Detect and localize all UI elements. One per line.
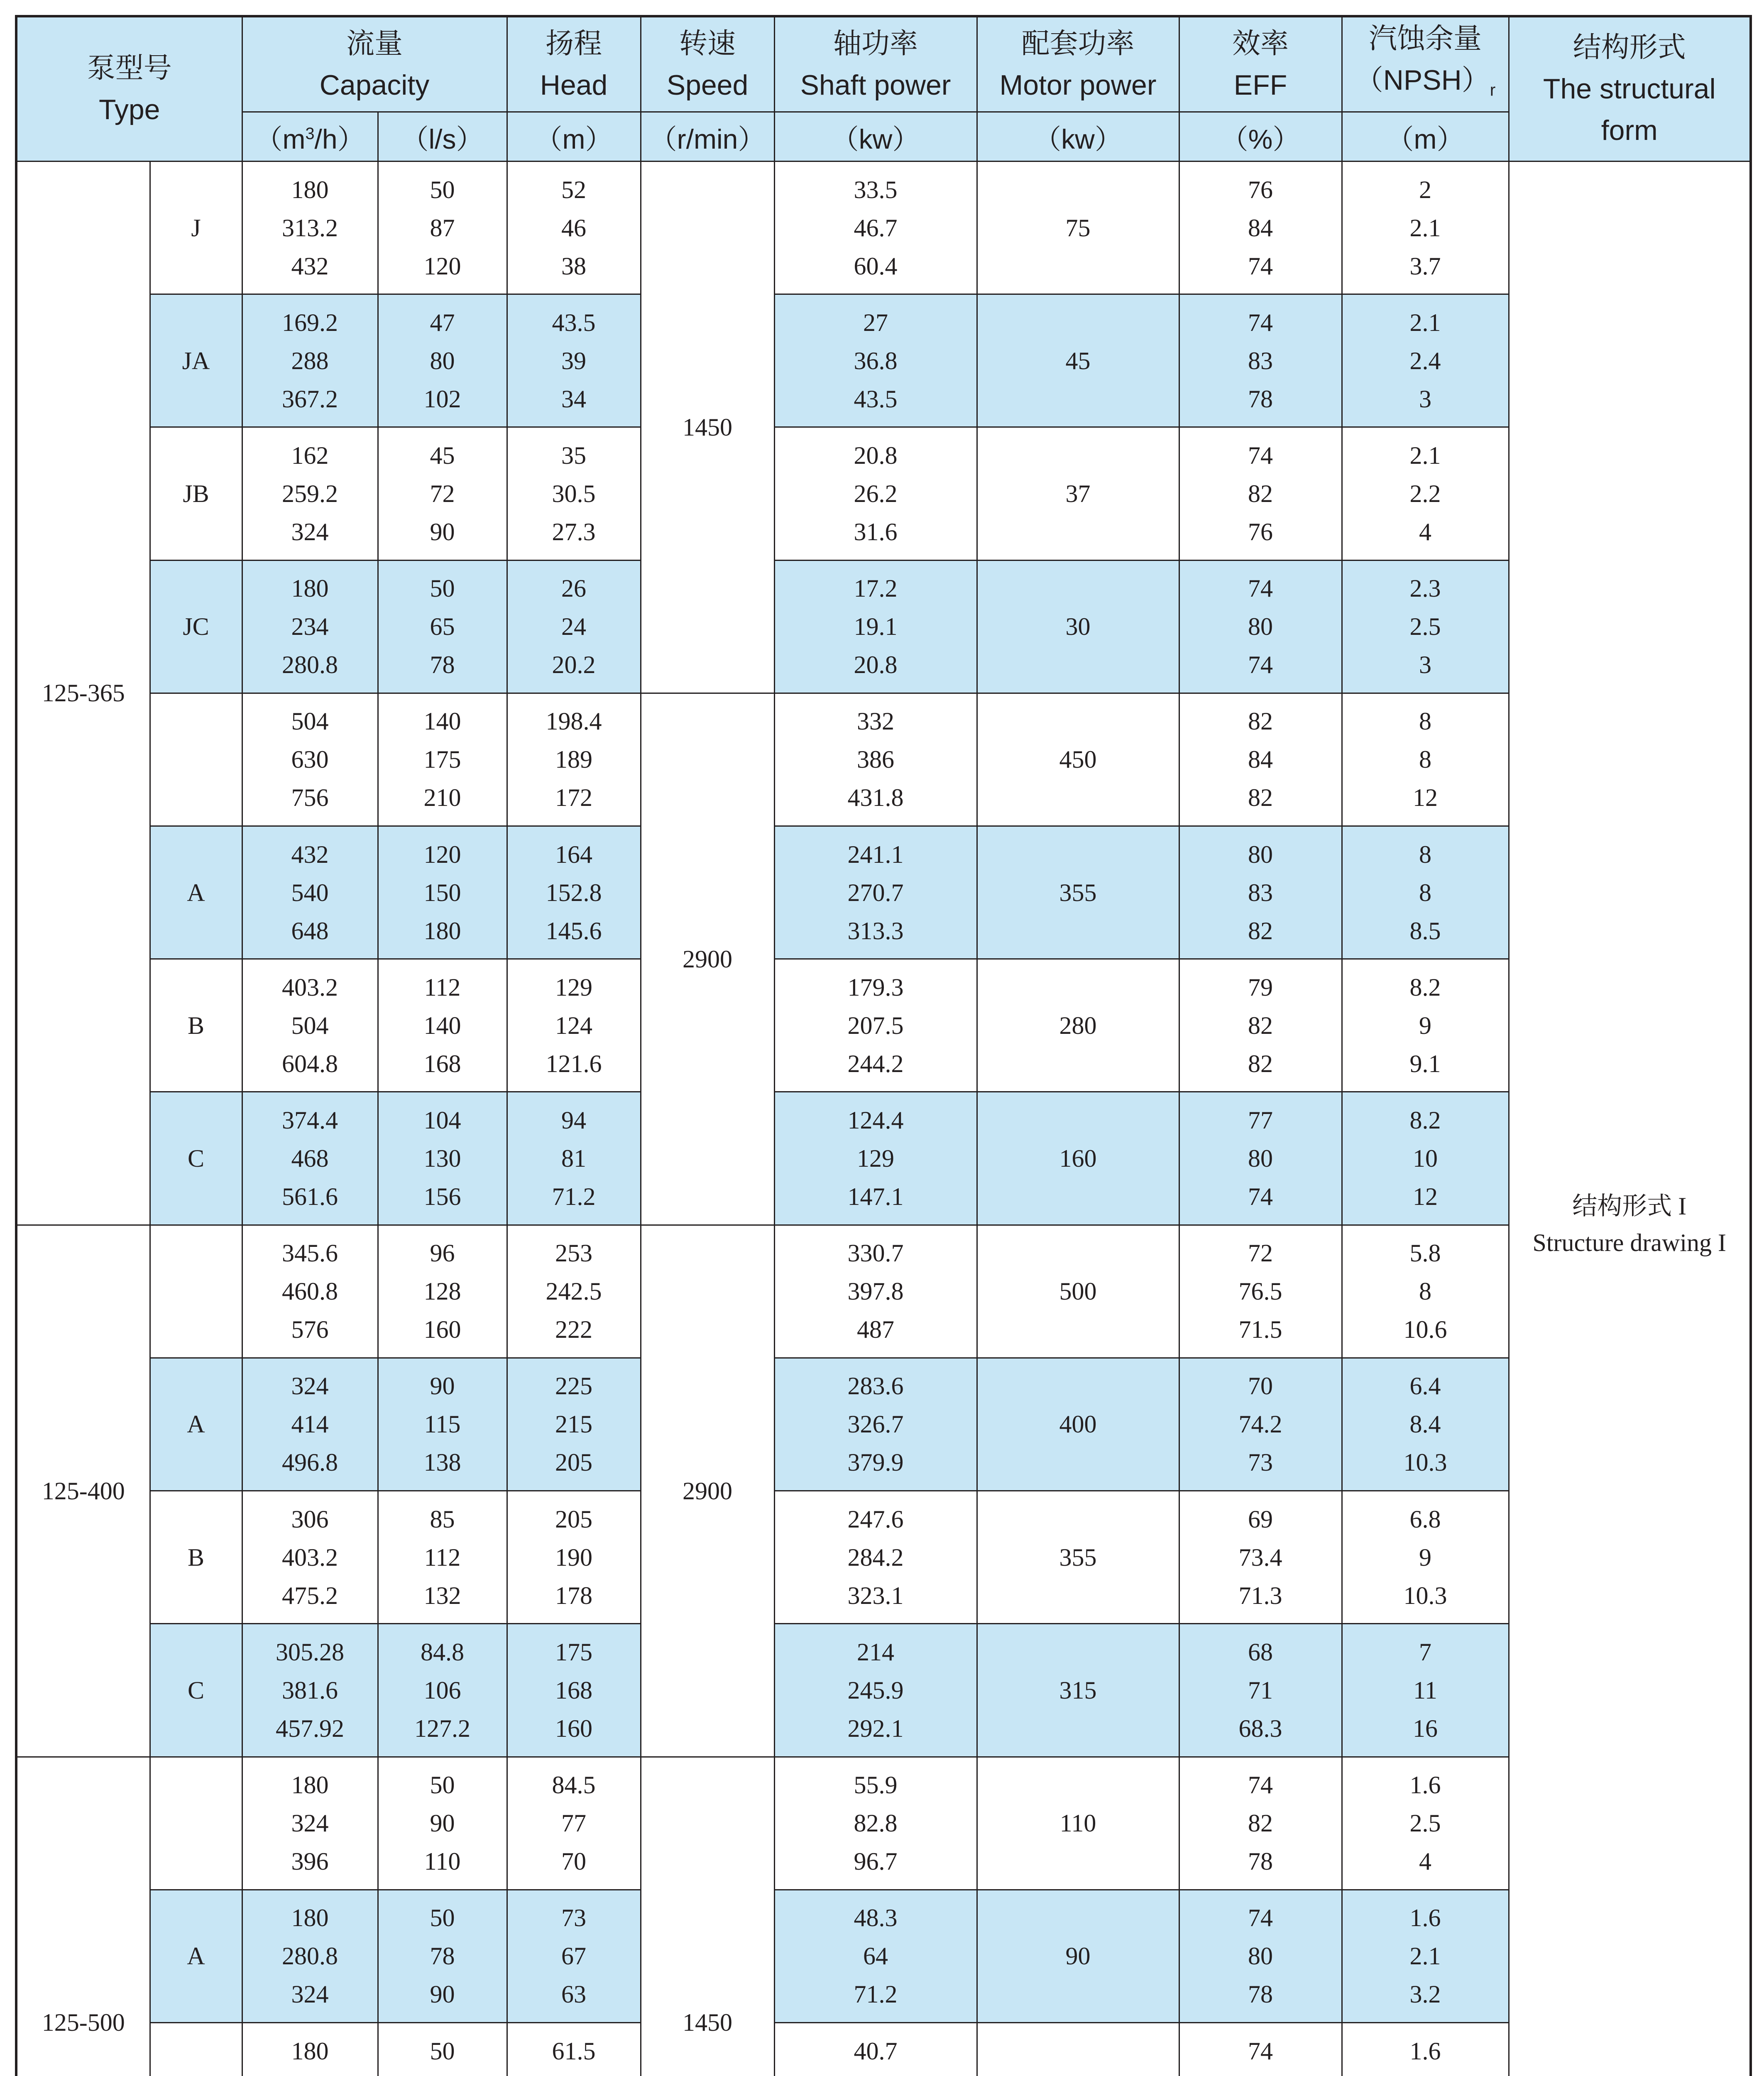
eff-cell: 70 74.2 73 bbox=[1179, 1358, 1342, 1491]
eff-cell: 74 83 78 bbox=[1179, 294, 1342, 427]
capacity-ls-cell: 50 65 78 bbox=[378, 560, 507, 693]
npsh-cell: 6.8 9 10.3 bbox=[1342, 1491, 1509, 1624]
suffix-cell bbox=[150, 1225, 242, 1358]
capacity-ls-cell: 140 175 210 bbox=[378, 693, 507, 826]
suffix-cell: JA bbox=[150, 294, 242, 427]
capacity-ls-cell: 96 128 160 bbox=[378, 1225, 507, 1358]
suffix-cell bbox=[150, 1757, 242, 1890]
unit-speed: （r/min） bbox=[641, 112, 774, 162]
eff-cell: 72 76.5 71.5 bbox=[1179, 1225, 1342, 1358]
pump-performance-table bbox=[15, 15, 1752, 2076]
suffix-cell: A bbox=[150, 826, 242, 959]
eff-cell: 82 84 82 bbox=[1179, 693, 1342, 826]
capacity-ls-cell: 104 130 156 bbox=[378, 1092, 507, 1225]
head-cell: 164 152.8 145.6 bbox=[507, 826, 641, 959]
shaft-power-cell: 17.2 19.1 20.8 bbox=[774, 560, 977, 693]
model-cell: 125-400 bbox=[16, 1225, 150, 1757]
motor-power-cell: 280 bbox=[977, 959, 1179, 1092]
header-eff: 效率 EFF bbox=[1179, 16, 1342, 112]
shaft-power-cell: 241.1 270.7 313.3 bbox=[774, 826, 977, 959]
capacity-ls-cell: 45 72 90 bbox=[378, 427, 507, 560]
head-cell: 73 67 63 bbox=[507, 1890, 641, 2022]
eff-cell: 77 80 74 bbox=[1179, 1092, 1342, 1225]
npsh-cell: 8.2 10 12 bbox=[1342, 1092, 1509, 1225]
head-cell: 52 46 38 bbox=[507, 161, 641, 294]
capacity-m3h-cell: 169.2 288 367.2 bbox=[242, 294, 378, 427]
suffix-cell: C bbox=[150, 1092, 242, 1225]
head-cell: 129 124 121.6 bbox=[507, 959, 641, 1092]
shaft-power-cell: 55.9 82.8 96.7 bbox=[774, 1757, 977, 1890]
header-npsh: 汽蚀余量 $(NPSH)_r$ bbox=[1342, 16, 1509, 112]
table-row bbox=[16, 1358, 1751, 1491]
eff-cell: 79 82 82 bbox=[1179, 959, 1342, 1092]
unit-ls: （l/s） bbox=[378, 112, 507, 162]
capacity-ls-cell: 50 bbox=[378, 2022, 507, 2076]
eff-cell: 74 80 78 bbox=[1179, 1890, 1342, 2022]
suffix-cell bbox=[150, 2022, 242, 2076]
table-row bbox=[16, 1491, 1751, 1624]
motor-power-cell: 45 bbox=[977, 294, 1179, 427]
capacity-ls-cell: 84.8 106 127.2 bbox=[378, 1624, 507, 1757]
table-row bbox=[16, 693, 1751, 826]
shaft-power-cell: 332 386 431.8 bbox=[774, 693, 977, 826]
header-shaft-power: 轴功率 Shaft power bbox=[774, 16, 977, 112]
suffix-cell: JC bbox=[150, 560, 242, 693]
header-type: 泵型号 Type bbox=[16, 16, 242, 161]
table-row bbox=[16, 1225, 1751, 1358]
npsh-cell: 6.4 8.4 10.3 bbox=[1342, 1358, 1509, 1491]
head-cell: 198.4 189 172 bbox=[507, 693, 641, 826]
shaft-power-cell: 27 36.8 43.5 bbox=[774, 294, 977, 427]
eff-cell: 68 71 68.3 bbox=[1179, 1624, 1342, 1757]
table-row bbox=[16, 1757, 1751, 1890]
header-capacity: 流量 Capacity bbox=[242, 16, 507, 112]
suffix-cell bbox=[150, 693, 242, 826]
structure-label-zh: 结构形式 I bbox=[1572, 1192, 1687, 1220]
model-cell: 125-500 bbox=[16, 1757, 150, 2076]
head-cell: 26 24 20.2 bbox=[507, 560, 641, 693]
capacity-m3h-cell: 306 403.2 475.2 bbox=[242, 1491, 378, 1624]
head-cell: 253 242.5 222 bbox=[507, 1225, 641, 1358]
capacity-m3h-cell: 374.4 468 561.6 bbox=[242, 1092, 378, 1225]
capacity-m3h-cell: 432 540 648 bbox=[242, 826, 378, 959]
unit-eff: （%） bbox=[1179, 112, 1342, 162]
suffix-cell: C bbox=[150, 1624, 242, 1757]
eff-cell: 80 83 82 bbox=[1179, 826, 1342, 959]
capacity-ls-cell: 85 112 132 bbox=[378, 1491, 507, 1624]
motor-power-cell: 90 bbox=[977, 1890, 1179, 2022]
npsh-cell: 2 2.1 3.7 bbox=[1342, 161, 1509, 294]
head-cell: 35 30.5 27.3 bbox=[507, 427, 641, 560]
shaft-power-cell: 283.6 326.7 379.9 bbox=[774, 1358, 977, 1491]
npsh-cell: 2.3 2.5 3 bbox=[1342, 560, 1509, 693]
motor-power-cell: 37 bbox=[977, 427, 1179, 560]
unit-npsh: （m） bbox=[1342, 112, 1509, 162]
speed-cell: 2900 bbox=[641, 1225, 774, 1757]
head-cell: 61.5 bbox=[507, 2022, 641, 2076]
suffix-cell: J bbox=[150, 161, 242, 294]
capacity-m3h-cell: 180 324 396 bbox=[242, 1757, 378, 1890]
table-row bbox=[16, 1890, 1751, 2022]
shaft-power-cell: 247.6 284.2 323.1 bbox=[774, 1491, 977, 1624]
motor-power-cell: 500 bbox=[977, 1225, 1179, 1358]
header-row-titles bbox=[16, 16, 1751, 112]
motor-power-cell: 315 bbox=[977, 1624, 1179, 1757]
shaft-power-cell: 48.3 64 71.2 bbox=[774, 1890, 977, 2022]
npsh-cell: 8 8 12 bbox=[1342, 693, 1509, 826]
capacity-m3h-cell: 180 280.8 324 bbox=[242, 1890, 378, 2022]
motor-power-cell: 160 bbox=[977, 1092, 1179, 1225]
capacity-m3h-cell: 305.28 381.6 457.92 bbox=[242, 1624, 378, 1757]
eff-cell: 69 73.4 71.3 bbox=[1179, 1491, 1342, 1624]
structure-label-en: Structure drawing I bbox=[1532, 1229, 1727, 1257]
unit-m3h: $(m^3/h)$ bbox=[242, 112, 378, 162]
shaft-power-cell: 20.8 26.2 31.6 bbox=[774, 427, 977, 560]
capacity-m3h-cell: 345.6 460.8 576 bbox=[242, 1225, 378, 1358]
head-cell: 43.5 39 34 bbox=[507, 294, 641, 427]
unit-shaft: （kw） bbox=[774, 112, 977, 162]
npsh-cell: 7 11 16 bbox=[1342, 1624, 1509, 1757]
capacity-m3h-cell: 162 259.2 324 bbox=[242, 427, 378, 560]
header-row-units bbox=[16, 112, 1751, 162]
table-row bbox=[16, 2022, 1751, 2076]
suffix-cell: JB bbox=[150, 427, 242, 560]
capacity-m3h-cell: 324 414 496.8 bbox=[242, 1358, 378, 1491]
capacity-m3h-cell: 180 234 280.8 bbox=[242, 560, 378, 693]
header-structure: 结构形式 The structural form bbox=[1509, 16, 1751, 161]
speed-cell: 2900 bbox=[641, 693, 774, 1225]
capacity-ls-cell: 112 140 168 bbox=[378, 959, 507, 1092]
suffix-cell: A bbox=[150, 1890, 242, 2022]
eff-cell: 74 82 78 bbox=[1179, 1757, 1342, 1890]
npsh-cell: 1.6 2.1 3.2 bbox=[1342, 1890, 1509, 2022]
suffix-cell: A bbox=[150, 1358, 242, 1491]
table-row bbox=[16, 294, 1751, 427]
head-cell: 225 215 205 bbox=[507, 1358, 641, 1491]
table-row bbox=[16, 959, 1751, 1092]
shaft-power-cell: 214 245.9 292.1 bbox=[774, 1624, 977, 1757]
head-cell: 205 190 178 bbox=[507, 1491, 641, 1624]
capacity-ls-cell: 50 87 120 bbox=[378, 161, 507, 294]
motor-power-cell: 75 bbox=[977, 161, 1179, 294]
head-cell: 94 81 71.2 bbox=[507, 1092, 641, 1225]
header-head: 扬程 Head bbox=[507, 16, 641, 112]
npsh-cell: 2.1 2.2 4 bbox=[1342, 427, 1509, 560]
table-row bbox=[16, 1624, 1751, 1757]
header-speed: 转速 Speed bbox=[641, 16, 774, 112]
capacity-ls-cell: 50 78 90 bbox=[378, 1890, 507, 2022]
motor-power-cell bbox=[977, 2022, 1179, 2076]
table-row bbox=[16, 161, 1751, 294]
capacity-m3h-cell: 504 630 756 bbox=[242, 693, 378, 826]
capacity-m3h-cell: 180 313.2 432 bbox=[242, 161, 378, 294]
capacity-ls-cell: 90 115 138 bbox=[378, 1358, 507, 1491]
motor-power-cell: 110 bbox=[977, 1757, 1179, 1890]
capacity-ls-cell: 47 80 102 bbox=[378, 294, 507, 427]
motor-power-cell: 400 bbox=[977, 1358, 1179, 1491]
header-motor-power: 配套功率 Motor power bbox=[977, 16, 1179, 112]
unit-motor: （kw） bbox=[977, 112, 1179, 162]
eff-cell: 74 82 76 bbox=[1179, 427, 1342, 560]
shaft-power-cell: 33.5 46.7 60.4 bbox=[774, 161, 977, 294]
motor-power-cell: 30 bbox=[977, 560, 1179, 693]
unit-head: （m） bbox=[507, 112, 641, 162]
head-cell: 84.5 77 70 bbox=[507, 1757, 641, 1890]
motor-power-cell: 355 bbox=[977, 826, 1179, 959]
npsh-cell: 1.6 2.5 4 bbox=[1342, 1757, 1509, 1890]
shaft-power-cell: 330.7 397.8 487 bbox=[774, 1225, 977, 1358]
npsh-cell: 8 8 8.5 bbox=[1342, 826, 1509, 959]
table-row bbox=[16, 560, 1751, 693]
npsh-cell: 5.8 8 10.6 bbox=[1342, 1225, 1509, 1358]
eff-cell: 76 84 74 bbox=[1179, 161, 1342, 294]
head-cell: 175 168 160 bbox=[507, 1624, 641, 1757]
shaft-power-cell: 179.3 207.5 244.2 bbox=[774, 959, 977, 1092]
speed-cell: 1450 bbox=[641, 161, 774, 693]
table-row bbox=[16, 1092, 1751, 1225]
table-row bbox=[16, 826, 1751, 959]
suffix-cell: B bbox=[150, 959, 242, 1092]
npsh-cell: 8.2 9 9.1 bbox=[1342, 959, 1509, 1092]
speed-cell: 1450 bbox=[641, 1757, 774, 2076]
shaft-power-cell: 124.4 129 147.1 bbox=[774, 1092, 977, 1225]
eff-cell: 74 bbox=[1179, 2022, 1342, 2076]
suffix-cell: B bbox=[150, 1491, 242, 1624]
motor-power-cell: 355 bbox=[977, 1491, 1179, 1624]
structure-cell bbox=[1509, 161, 1751, 2076]
eff-cell: 74 80 74 bbox=[1179, 560, 1342, 693]
model-cell: 125-365 bbox=[16, 161, 150, 1225]
npsh-cell: 2.1 2.4 3 bbox=[1342, 294, 1509, 427]
capacity-m3h-cell: 180 bbox=[242, 2022, 378, 2076]
shaft-power-cell: 40.7 bbox=[774, 2022, 977, 2076]
motor-power-cell: 450 bbox=[977, 693, 1179, 826]
table-row bbox=[16, 427, 1751, 560]
capacity-m3h-cell: 403.2 504 604.8 bbox=[242, 959, 378, 1092]
capacity-ls-cell: 50 90 110 bbox=[378, 1757, 507, 1890]
npsh-cell: 1.6 bbox=[1342, 2022, 1509, 2076]
capacity-ls-cell: 120 150 180 bbox=[378, 826, 507, 959]
